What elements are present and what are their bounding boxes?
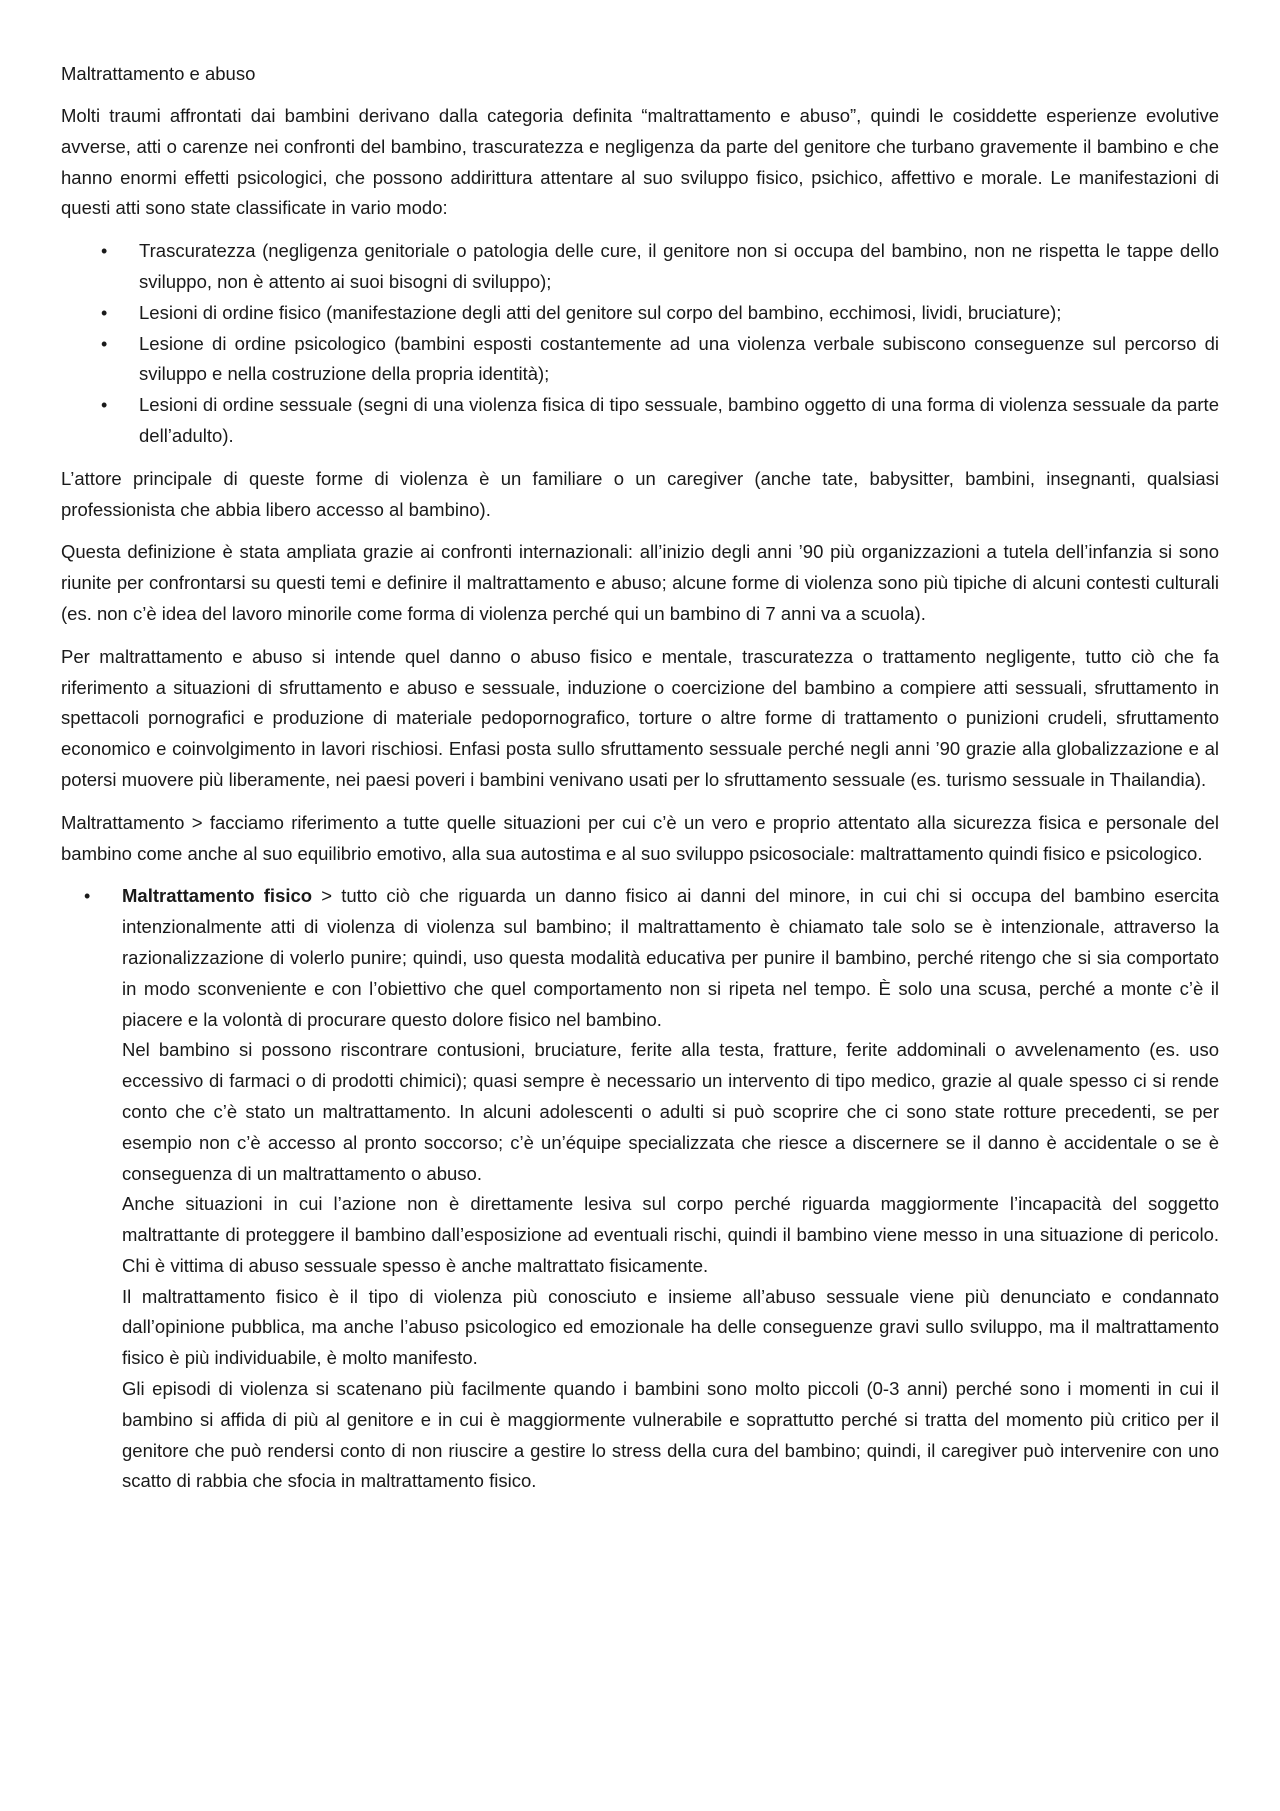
list-item-text: Lesione di ordine psicologico (bambini esposti costantemente ad una violenza verbale subiscono conseguenze sul percorso di sviluppo e nella costruzione della propria identità); bbox=[139, 332, 1219, 385]
bullet-icon: • bbox=[101, 302, 108, 323]
bold-term: Maltrattamento fisico bbox=[122, 885, 313, 907]
paragraph-actor: L’attore principale di queste forme di violenza è un familiare o un caregiver (anche tate, babysitter, bambini, insegnanti, qualsiasi professionista che abbia libero accesso al bambino). bbox=[61, 467, 1219, 520]
bullet-icon: • bbox=[101, 241, 108, 262]
sub-paragraph: Anche situazioni in cui l’azione non è direttamente lesiva sul corpo perché riguarda maggiormente l’incapacità del soggetto maltrattante di proteggere il bambino dall’esposizione ad eventuali rischi, quindi il bambino viene messo in una situazione di pericolo. Chi è vittima di abuso sessuale spesso è anche maltrattato fisicamente. bbox=[122, 1193, 1219, 1276]
sub-paragraph: Gli episodi di violenza si scatenano più facilmente quando i bambini sono molto piccoli (0-3 anni) perché sono i momenti in cui il bambino si affida di più al genitore e in cui è maggiormente vulnerabile e soprattutto perché si tratta del momento più critico per il genitore che può rendersi conto di non riuscire a gestire lo stress della cura del bambino; quindi, il caregiver può intervenire con uno scatto di rabbia che sfocia in maltrattamento fisico. bbox=[122, 1378, 1219, 1492]
sub-paragraph: Il maltrattamento fisico è il tipo di violenza più conosciuto e insieme all’abuso sessuale viene più denunciato e condannato dall’opinione pubblica, ma anche l’abuso psicologico ed emozionale ha delle conseguenze gravi sullo sviluppo, ma il maltrattamento fisico è più individuabile, è molto manifesto. bbox=[122, 1285, 1219, 1369]
paragraph-intro: Molti traumi affrontati dai bambini derivano dalla categoria definita “maltrattamento e abuso”, quindi le cosiddette esperienze evolutive avverse, atti o carenze nei confronti del bambino, trascuratezza e negligenza da parte del genitore che turbano gravemente il bambino e che hanno enormi effetti psicologici, che possono addirittura attentare al suo sviluppo fisico, psichico, affettivo e morale. Le manifestazioni di questi atti sono state classificate in vario modo: bbox=[61, 105, 1219, 219]
list-item-text: Trascuratezza (negligenza genitoriale o patologia delle cure, il genitore non si occupa del bambino, non ne rispetta le tappe dello sviluppo, non è attento ai suoi bisogni di sviluppo); bbox=[139, 240, 1219, 292]
list-item-text: Lesioni di ordine fisico (manifestazione degli atti del genitore sul corpo del bambino, ecchimosi, lividi, bruciature); bbox=[139, 301, 1062, 323]
paragraph-abuse-meaning: Per maltrattamento e abuso si intende quel danno o abuso fisico e mentale, trascuratezza o trattamento negligente, tutto ciò che fa riferimento a situazioni di sfruttamento e abuso e sessuale, induzione o coercizione del bambino a compiere atti sessuali, sfruttamento in spettacoli pornografici e produzione di materiale pedopornografico, torture o altre forme di trattamento o punizioni crudeli, sfruttamento economico e coinvolgimento in lavori rischiosi. Enfasi posta sullo sfruttamento sessuale perché negli anni ’90 grazie alla globalizzazione e al potersi muovere più liberamente, nei paesi poveri i bambini venivano usati per lo sfruttamento sessuale (es. turismo sessuale in Thailandia). bbox=[61, 645, 1219, 790]
physical-maltreatment-list bbox=[61, 881, 1219, 1497]
bullet-icon: • bbox=[84, 886, 91, 907]
list-item-text: Lesioni di ordine sessuale (segni di una violenza fisica di tipo sessuale, bambino oggetto di una forma di violenza sessuale da parte dell’adulto). bbox=[139, 394, 1219, 446]
list-item bbox=[84, 881, 1219, 1497]
list-item bbox=[101, 298, 1219, 329]
list-item bbox=[101, 236, 1219, 298]
bullet-icon: • bbox=[101, 395, 108, 416]
list-item bbox=[101, 329, 1219, 391]
sub-paragraph: Nel bambino si possono riscontrare contusioni, bruciature, ferite alla testa, fratture, ferite addominali o avvelenamento (es. uso eccessivo di farmaci o di prodotti chimici); quasi sempre è necessario un intervento di tipo medico, grazie al quale spesso ci si rende conto che c’è stato un maltrattamento. In alcuni adolescenti o adulti si può scoprire che ci sono state rotture precedenti, se per esempio non c’è accesso al pronto soccorso; c’è un’équipe specializzata che riesce a discernere se il danno è accidentale o se è conseguenza di un maltrattamento o abuso. bbox=[122, 1039, 1219, 1184]
page-title: Maltrattamento e abuso bbox=[61, 63, 256, 84]
paragraph-definition: Questa definizione è stata ampliata grazie ai confronti internazionali: all’inizio degli anni ’90 più organizzazioni a tutela dell’infanzia si sono riunite per confrontarsi su questi temi e definire il maltrattamento e abuso; alcune forme di violenza sono più tipiche di alcuni contesti culturali (es. non c’è idea del lavoro minorile come forma di violenza perché qui un bambino di 7 anni va a scuola). bbox=[61, 541, 1219, 624]
intro-text: > tutto ciò che riguarda un danno fisico ai danni del minore, in cui chi si occupa del bambino esercita intenzionalmente atti di violenza di violenza sul bambino; il maltrattamento è chiamato tale solo se è intenzionale, attraverso la razionalizzazione di volerlo punire; quindi, uso questa modalità educativa per punire il bambino, perché ritengo che si sia comportato in modo sconveniente e con l’obiettivo che quel comportamento non si ripeta nel tempo. È solo una scusa, perché a monte c’è il piacere e la volontà di procurare questo dolore fisico nel bambino. bbox=[122, 885, 1219, 1030]
list-item bbox=[101, 390, 1219, 452]
list-item-intro bbox=[122, 881, 1219, 1035]
manifestations-list bbox=[61, 236, 1219, 452]
bullet-icon: • bbox=[101, 333, 108, 354]
document-page bbox=[61, 58, 1219, 1497]
paragraph-maltreatment: Maltrattamento > facciamo riferimento a tutte quelle situazioni per cui c’è un vero e proprio attentato alla sicurezza fisica e personale del bambino come anche al suo equilibrio emotivo, alla sua autostima e al suo sviluppo psicosociale: maltrattamento quindi fisico e psicologico. bbox=[61, 811, 1219, 864]
